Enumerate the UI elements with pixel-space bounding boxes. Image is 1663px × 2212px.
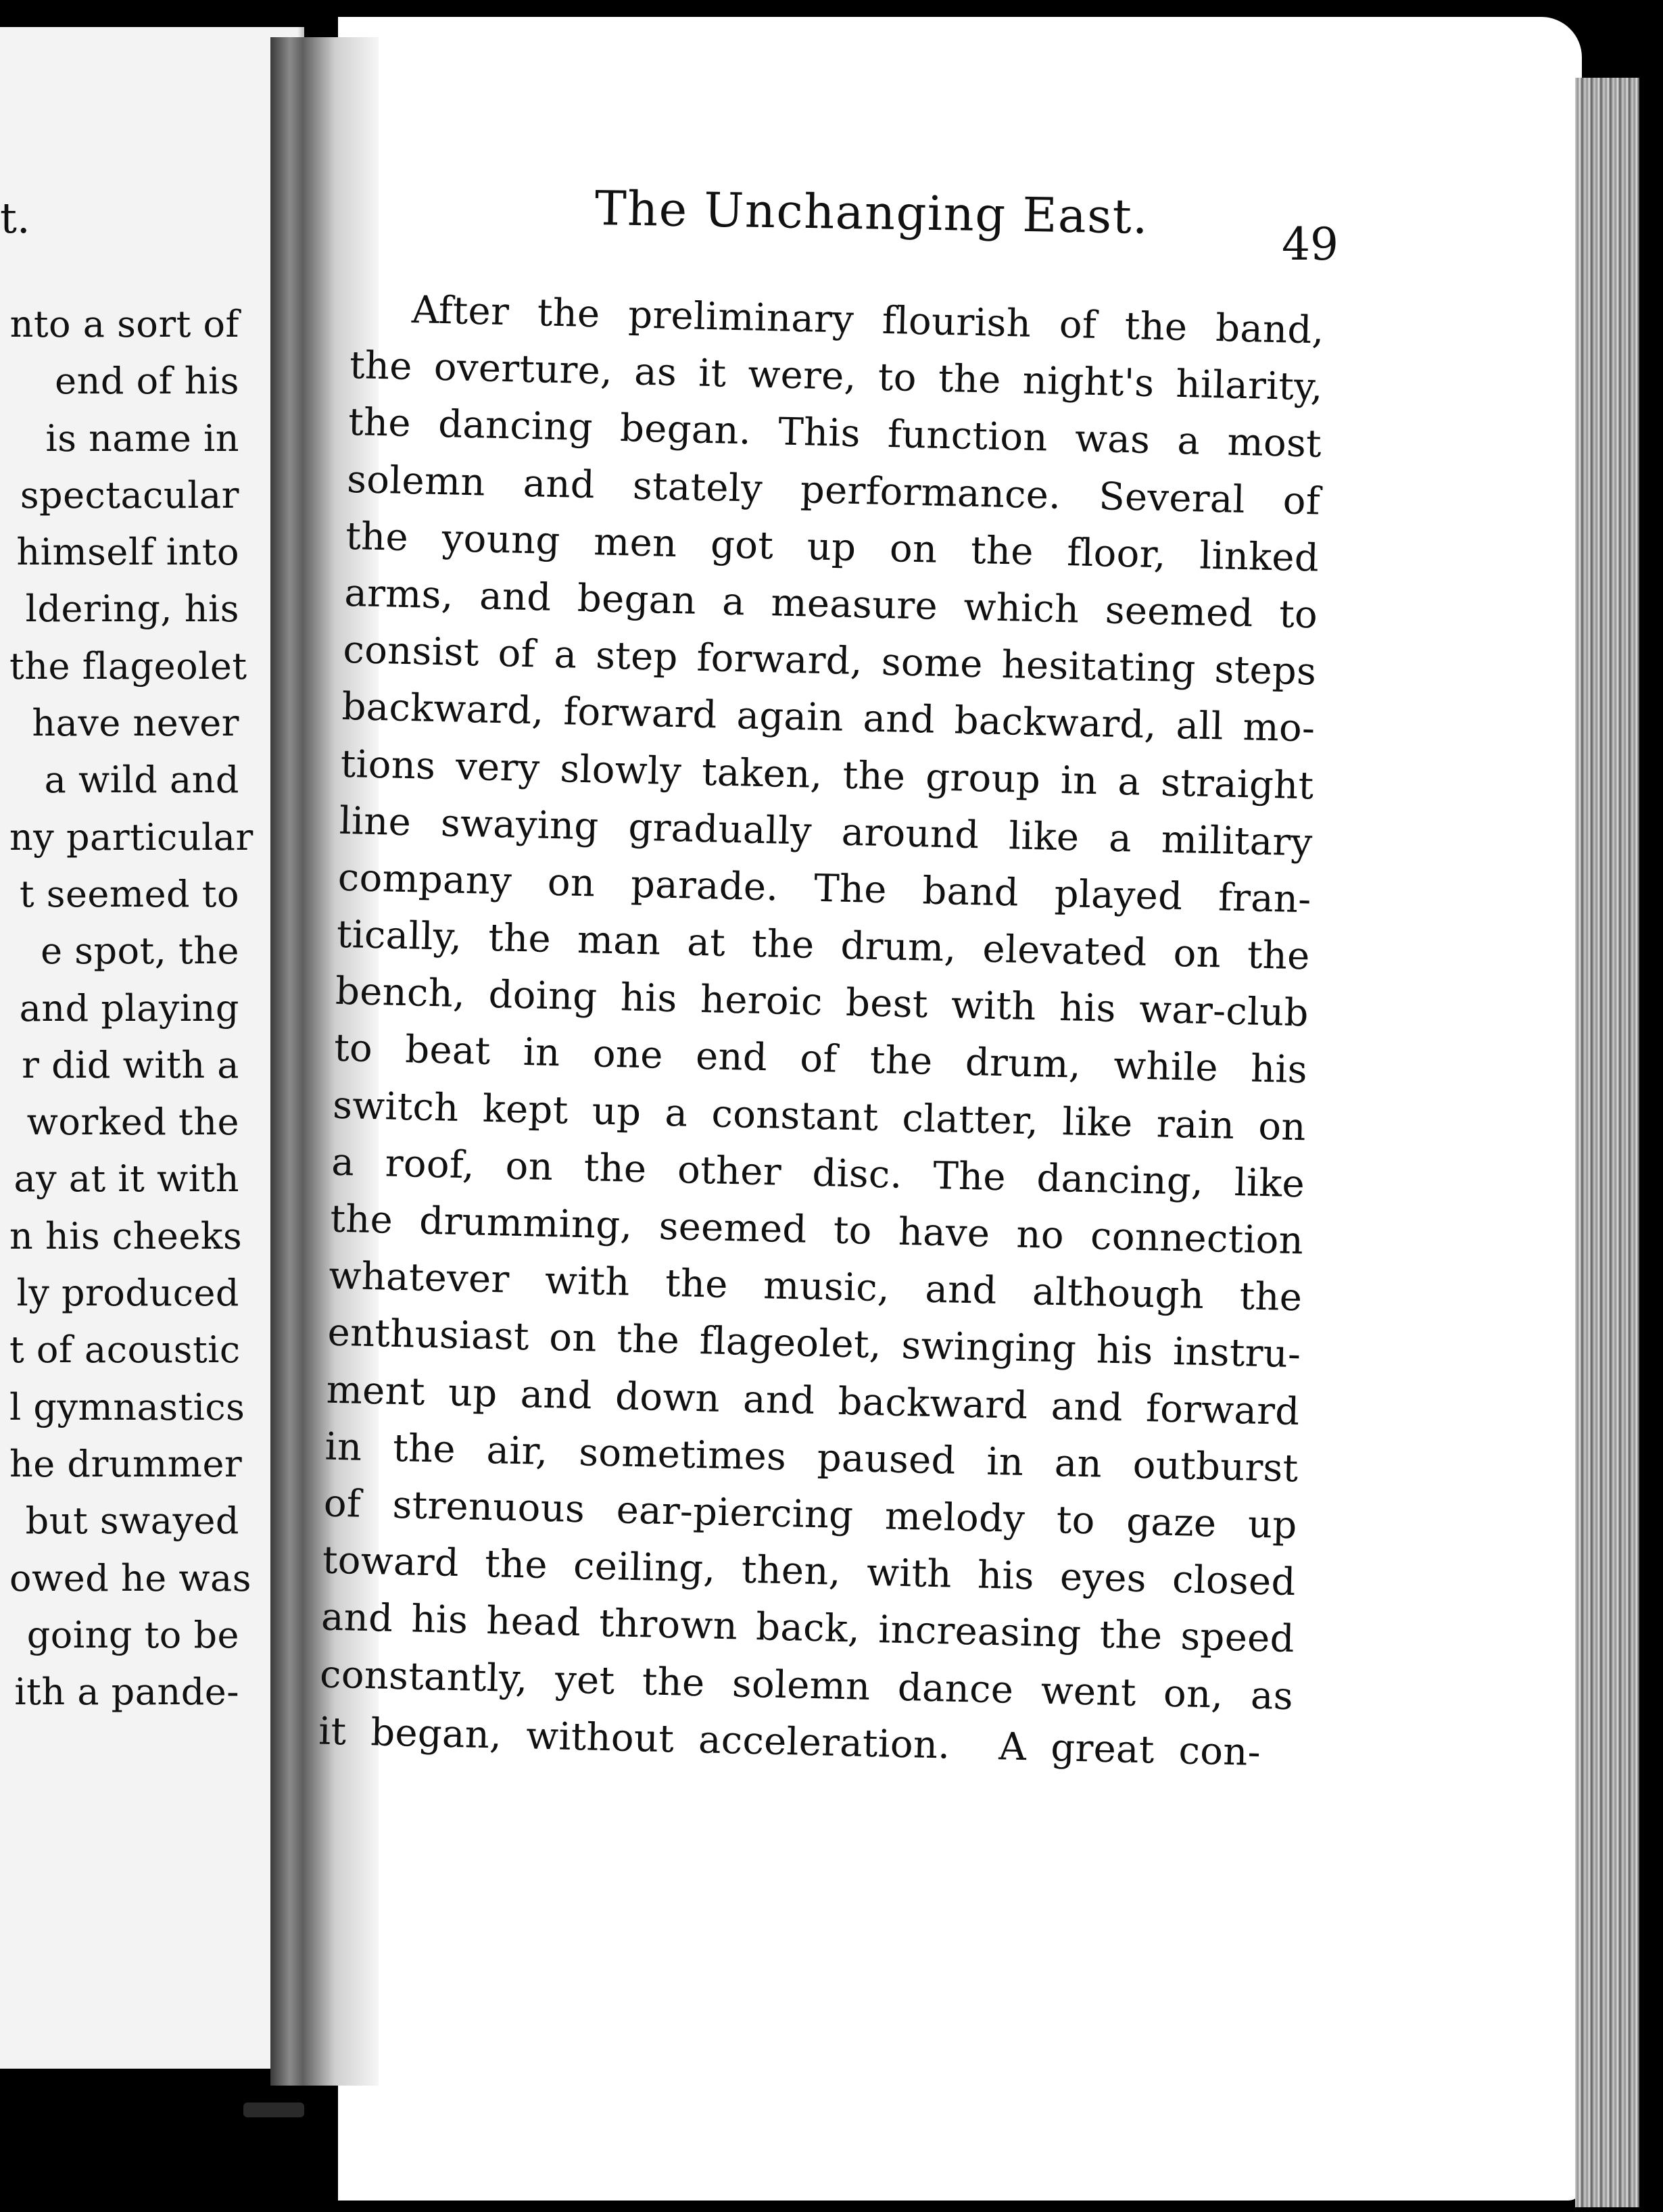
left-text-line: nto a sort of — [9, 303, 239, 345]
text-line: tions very slowly taken, the group in a straight — [340, 742, 1315, 808]
left-text-line: himself into — [16, 531, 239, 574]
text-line: switch kept up a constant clatter, like rain on — [332, 1083, 1307, 1149]
left-text-line: t of acoustic — [9, 1328, 241, 1372]
left-text-line: have never — [32, 702, 239, 745]
text-line: toward the ceiling, then, with his eyes closed — [322, 1538, 1297, 1605]
left-page-header-fragment: t. — [0, 193, 30, 243]
text-line: solemn and stately performance. Several of — [346, 457, 1321, 524]
text-line: bench, doing his heroic best with his war-club — [335, 969, 1309, 1036]
left-text-line: and playing — [19, 986, 239, 1030]
left-text-line: ith a pande- — [14, 1670, 239, 1714]
left-text-line: l gymnastics — [9, 1385, 245, 1428]
text-line: constantly, yet the solemn dance went on, as — [319, 1652, 1294, 1718]
text-line: the young men got up on the floor, linked — [345, 514, 1320, 581]
left-text-line: e spot, the — [41, 930, 239, 973]
text-line: arms, and began a measure which seemed to — [343, 571, 1318, 638]
left-text-line: ay at it with — [14, 1157, 239, 1201]
left-text-line: end of his — [55, 360, 239, 403]
left-text-line: spectacular — [20, 473, 239, 516]
text-line: line swaying gradually around like a military — [339, 798, 1313, 865]
page-number: 49 — [1282, 218, 1339, 270]
text-line: it began, without acceleration. A great con- — [318, 1709, 1261, 1775]
running-head: The Unchanging East. — [594, 181, 1149, 245]
gutter-binding-edge — [243, 2102, 304, 2117]
text-line: consist of a step forward, some hesitating steps — [342, 627, 1317, 694]
left-text-line: r did with a — [22, 1043, 239, 1086]
body-text — [318, 281, 1324, 1782]
left-page-text — [9, 296, 254, 1721]
left-text-line: going to be — [26, 1613, 239, 1656]
text-line: a roof, on the other disc. The dancing, like — [331, 1140, 1305, 1207]
text-line: of strenuous ear-piercing melody to gaze up — [323, 1481, 1298, 1548]
text-line: whatever with the music, and although the — [328, 1253, 1303, 1320]
page-block-edge — [1575, 78, 1639, 2207]
text-line: enthusiast on the flageolet, swinging his instru- — [327, 1310, 1302, 1377]
text-line: company on parade. The band played fran- — [337, 855, 1312, 922]
left-text-line: n his cheeks — [9, 1214, 243, 1257]
left-page — [0, 27, 304, 2069]
left-text-line: is name in — [45, 416, 239, 460]
text-line: backward, forward again and backward, all mo- — [341, 685, 1316, 751]
text-line: After the preliminary flourish of the band, — [411, 288, 1325, 353]
left-text-line: worked the — [26, 1101, 239, 1144]
text-line: tically, the man at the drum, elevated on the — [336, 912, 1311, 979]
text-line: and his head thrown back, increasing the speed — [320, 1595, 1295, 1662]
left-text-line: ldering, his — [25, 587, 239, 631]
left-text-line: ly produced — [16, 1272, 239, 1315]
left-text-line: t seemed to — [19, 872, 239, 915]
text-line: the overture, as it were, to the night's hilarity, — [349, 343, 1324, 410]
left-text-line: owed he was — [9, 1556, 251, 1600]
left-text-line: the flageolet — [9, 644, 247, 688]
text-line: to beat in one end of the drum, while his — [333, 1026, 1308, 1092]
left-text-line: ny particular — [9, 815, 254, 859]
text-line: the dancing began. This function was a most — [347, 400, 1322, 466]
text-line: in the air, sometimes paused in an outburst — [324, 1424, 1299, 1491]
text-line: the drumming, seemed to have no connection — [329, 1197, 1304, 1264]
text-line: ment up and down and backward and forward — [326, 1368, 1301, 1434]
left-text-line: but swayed — [25, 1499, 239, 1543]
left-text-line: a wild and — [44, 759, 239, 802]
left-text-line: he drummer — [9, 1442, 243, 1485]
